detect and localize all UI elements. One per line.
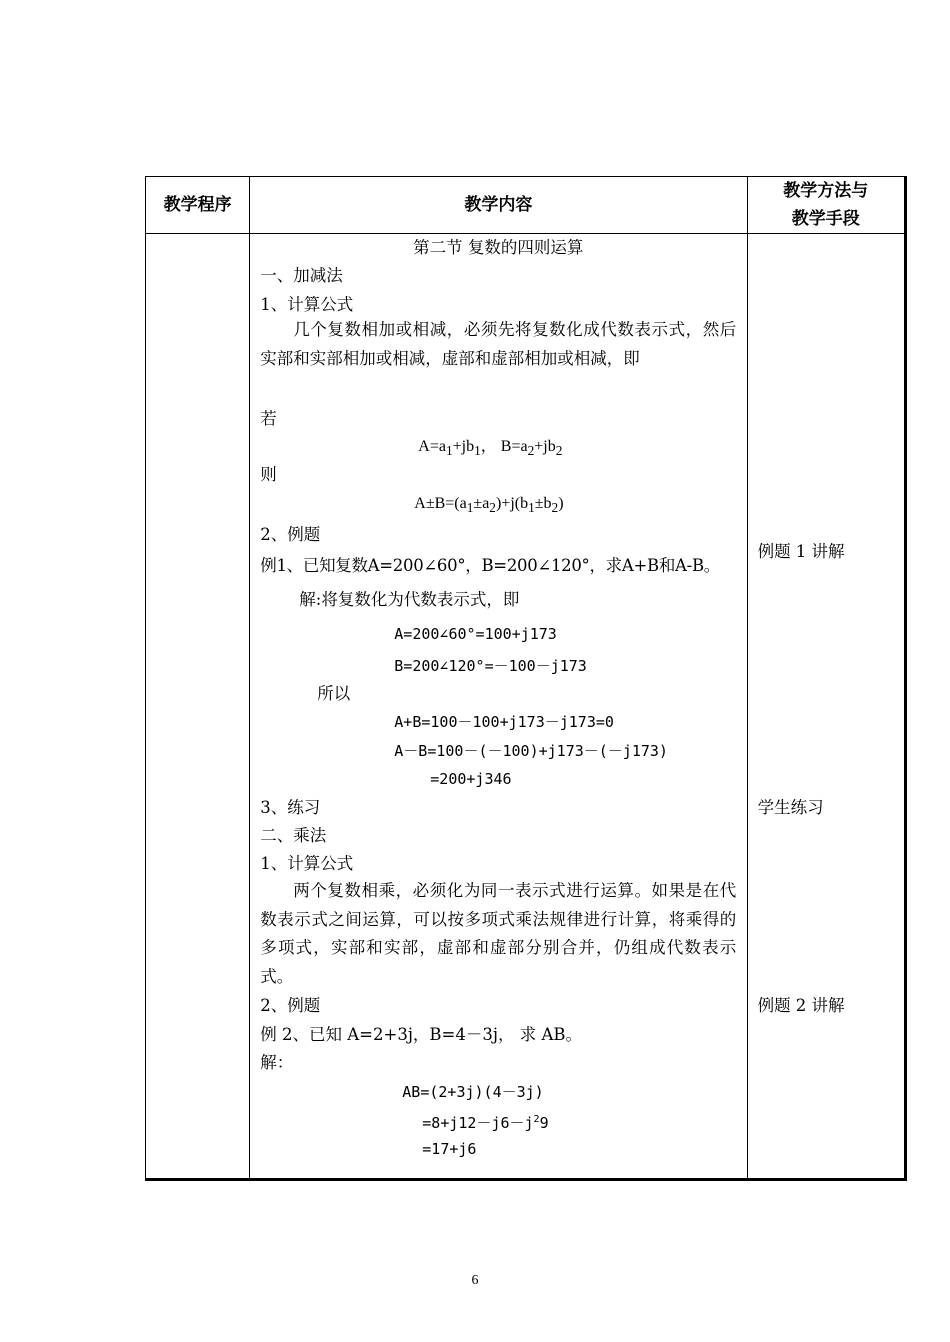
lesson-plan-table <box>145 176 907 1181</box>
method-cell <box>747 234 905 1180</box>
method-note-example2: 例题 2 讲解 <box>757 996 845 1015</box>
solution2: 解： <box>260 1053 294 1072</box>
table-body-row <box>146 234 906 1180</box>
mul-paragraph: 两个复数相乘，必须化为同一表示式进行运算。如果是在代数表示式之间运算，可以按多项式乘法规律进行计算，将乘得的多项式，实部和实部，虚部和虚部分别合并，仍组成代数表示式。 <box>260 881 737 987</box>
example2: 例 2、已知 A=2+3j，B=4－3j， 求 AB。 <box>260 1025 583 1044</box>
example1: 例1、已知复数A=200∠60°，B=200∠120°，求A+B和A-B。 <box>260 556 720 575</box>
page-number: 6 <box>471 1273 479 1288</box>
solution1: 解:将复数化为代数表示式，即 <box>299 590 520 609</box>
section-title: 第二节 复数的四则运算 <box>413 238 584 257</box>
procedure-cell <box>146 234 250 1180</box>
header-method-line2: 教学手段 <box>791 209 860 229</box>
add-heading: 一、加减法 <box>260 266 343 285</box>
equation-8: =17+j6 <box>422 1140 477 1158</box>
equation-4: A－B=100－(－100)+j173－(－j173) <box>394 742 668 760</box>
if-word: 若 <box>260 409 277 428</box>
then-word: 则 <box>260 465 277 484</box>
mul-example-heading: 2、例题 <box>260 996 321 1015</box>
mul-formula-heading: 1、计算公式 <box>260 854 354 873</box>
add-paragraph: 几个复数相加或相减，必须先将复数化成代数表示式，然后实部和实部相加或相减，虚部和虚部相加或相减，即 <box>260 320 737 368</box>
header-method <box>747 177 905 234</box>
header-method-line1: 教学方法与 <box>783 181 869 201</box>
header-content: 教学内容 <box>250 177 747 234</box>
formula-sum: $A\pm B=(a_1\pm a_2)+j(b_1\pm b_2)$ <box>414 495 564 516</box>
equation-7: $=8+j12-j6-j^29$ <box>422 1114 549 1132</box>
equation-6: AB=(2+3j)(4－3j) <box>402 1083 544 1101</box>
add-example-heading: 2、例题 <box>260 525 321 544</box>
equation-5: =200+j346 <box>430 770 512 788</box>
equation-1: A=200∠60°=100+j173 <box>394 625 557 643</box>
method-note-practice: 学生练习 <box>757 798 824 817</box>
table-header-row <box>146 177 906 234</box>
content-cell <box>250 234 747 1180</box>
mul-heading: 二、乘法 <box>260 826 327 845</box>
so-word: 所以 <box>317 684 351 703</box>
header-procedure: 教学程序 <box>146 177 250 234</box>
method-note-example1: 例题 1 讲解 <box>757 542 845 561</box>
equation-3: A+B=100－100+j173－j173=0 <box>394 713 614 731</box>
practice-heading: 3、练习 <box>260 798 321 817</box>
equation-2: B=200∠120°=－100－j173 <box>394 657 587 675</box>
formula-ab: $A=a_1+jb_1$， $B=a_2+jb_2$ <box>418 438 563 459</box>
add-formula-heading: 1、计算公式 <box>260 295 354 314</box>
